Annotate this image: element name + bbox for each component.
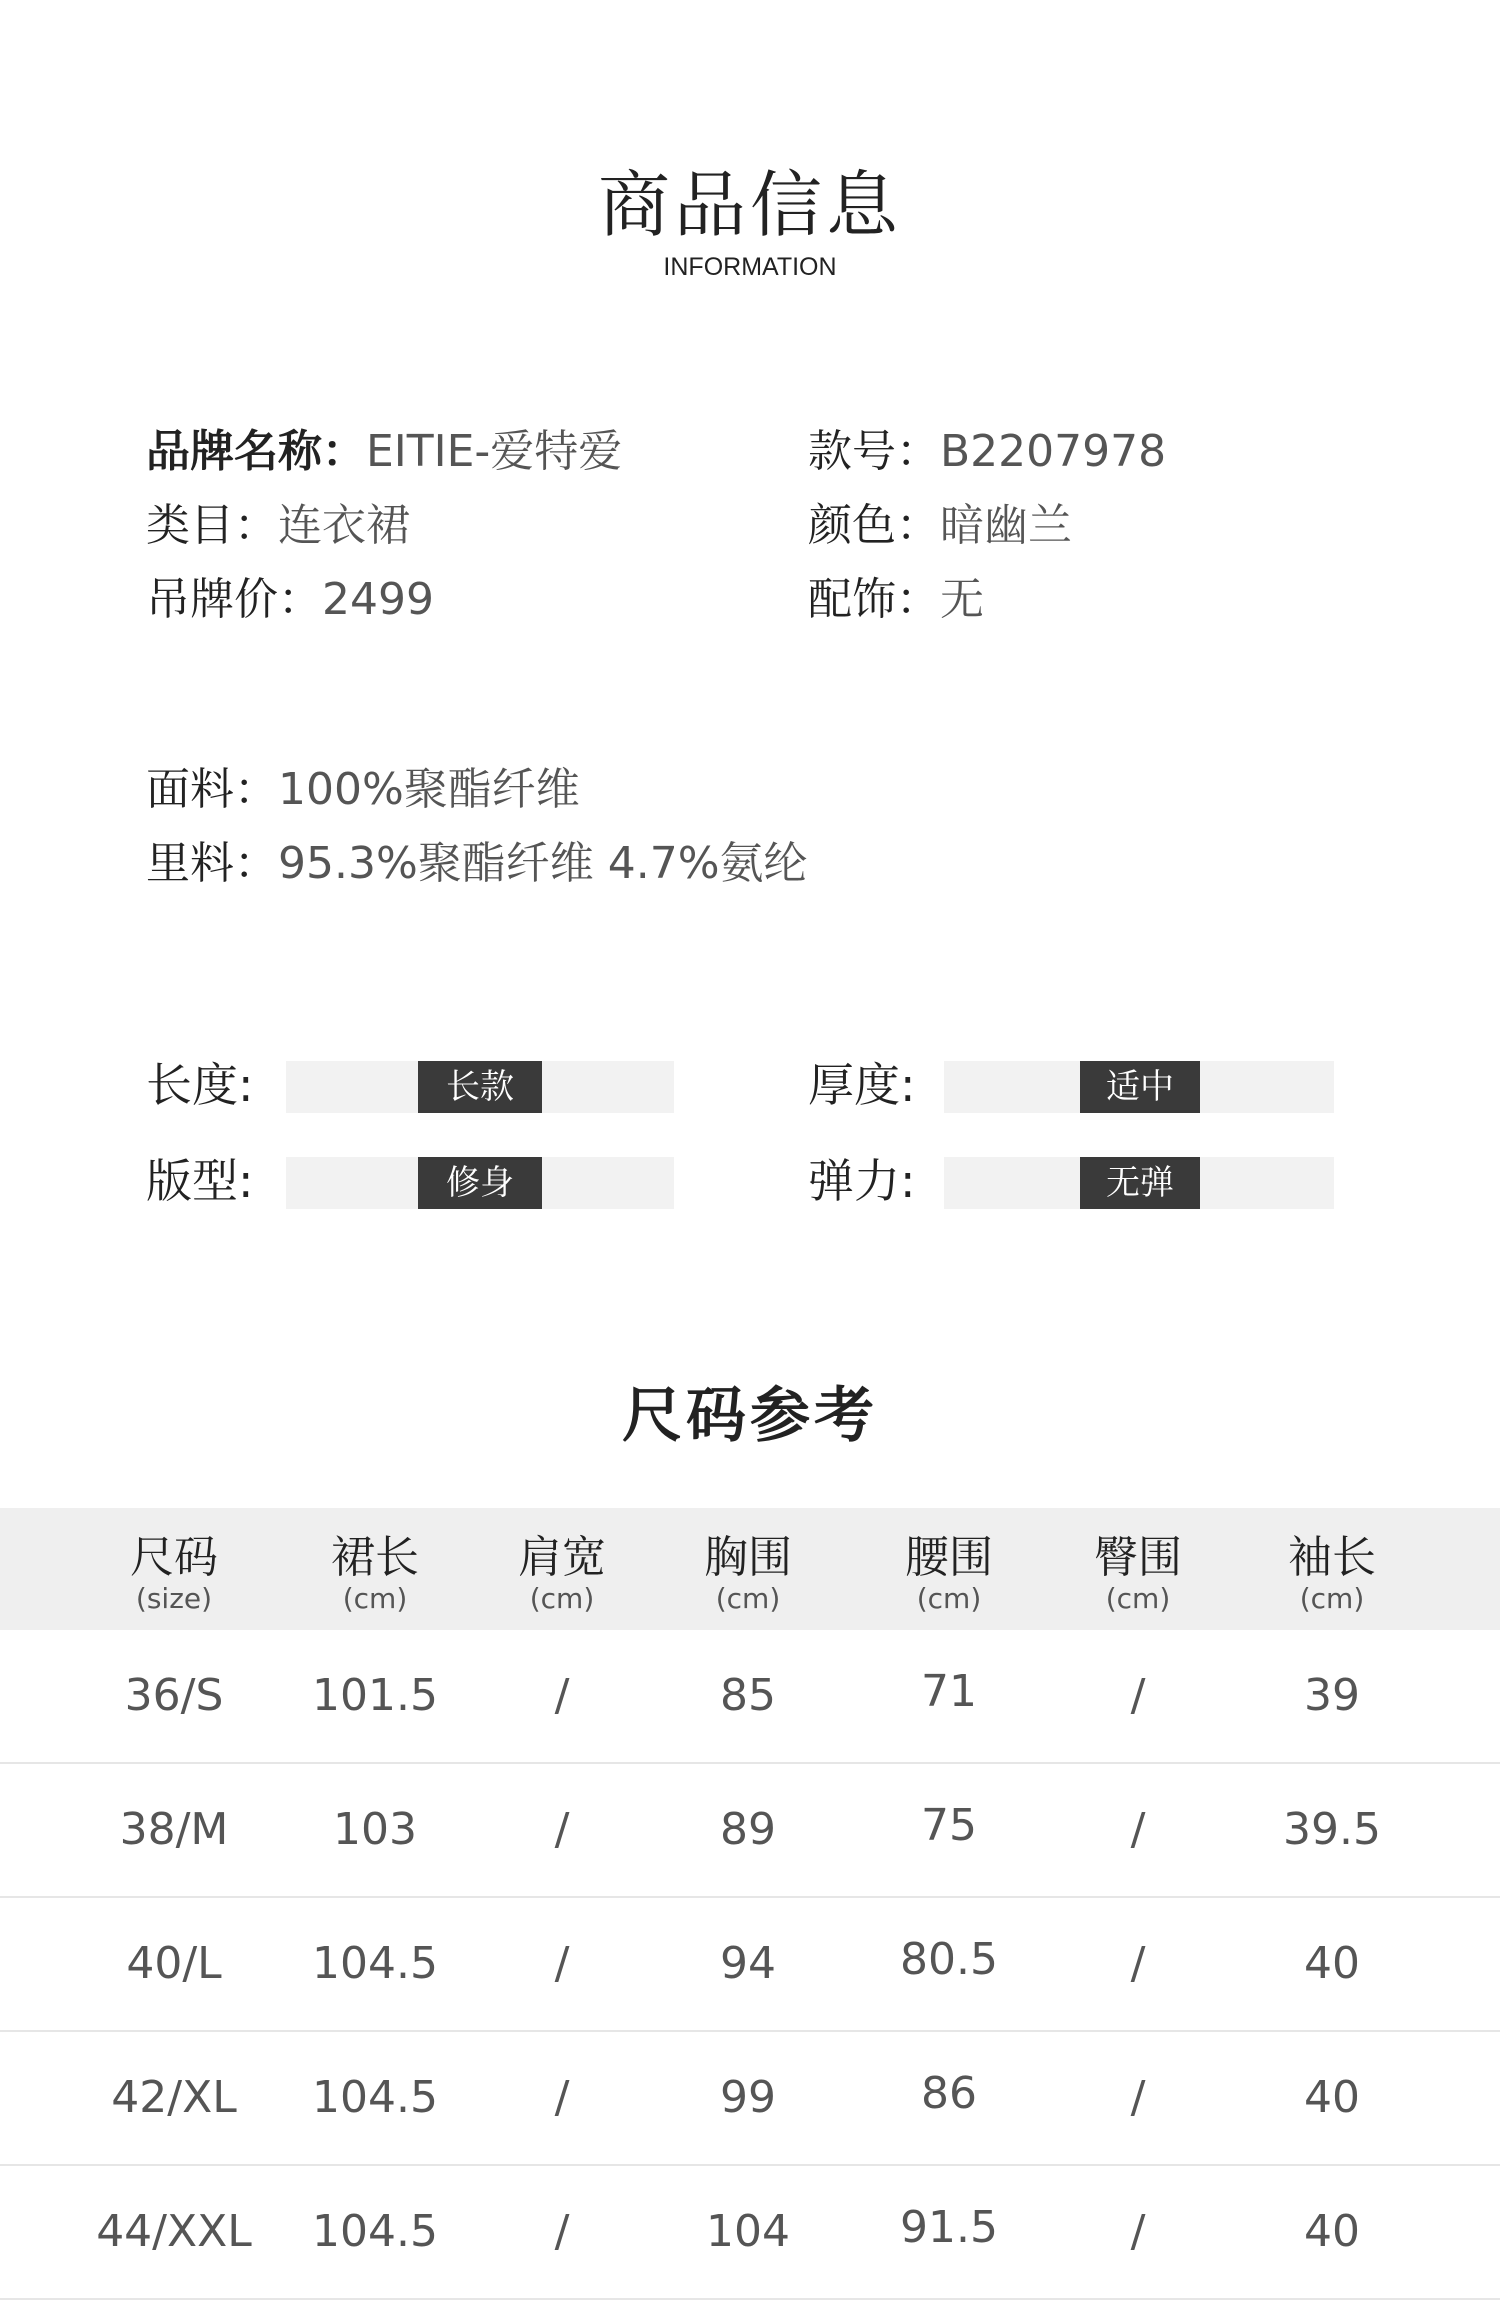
elasticity-value-chip: 无弹 <box>1080 1157 1200 1209</box>
thickness-label: 厚度: <box>808 1058 916 1112</box>
page-subtitle: INFORMATION <box>663 253 837 281</box>
category-row <box>146 496 410 556</box>
category-label: 类目： <box>146 500 278 551</box>
header-sleeve-cn: 袖长 <box>1288 1532 1376 1583</box>
cell-hip: / <box>1130 2072 1146 2123</box>
brand-row <box>146 422 622 482</box>
header-hip <box>1038 1508 1238 1630</box>
cell-shoulder: / <box>554 1670 570 1721</box>
style-no-row <box>808 422 1166 482</box>
size-table-header <box>0 1508 1500 1630</box>
cell-hip: / <box>1130 1938 1146 1989</box>
page-title: 商品信息 <box>597 163 902 247</box>
header-hip-cn: 臀围 <box>1094 1532 1182 1583</box>
cell-waist: 80.5 <box>900 1934 998 1985</box>
header-dress-length-cn: 裙长 <box>331 1532 419 1583</box>
length-scale <box>286 1061 674 1113</box>
cell-bust: 104 <box>706 2206 790 2257</box>
price-label: 吊牌价： <box>146 574 322 625</box>
elasticity-label: 弹力: <box>808 1154 916 1208</box>
style-no-label: 款号： <box>808 426 940 477</box>
brand-value: EITIE-爱特爱 <box>366 426 623 477</box>
cell-dress-length: 101.5 <box>312 1670 438 1721</box>
cell-hip: / <box>1130 1670 1146 1721</box>
accessory-label: 配饰： <box>808 574 940 625</box>
cell-hip: / <box>1130 2206 1146 2257</box>
lining-row <box>146 834 808 894</box>
cell-size: 40/L <box>126 1938 222 1989</box>
cell-sleeve: 40 <box>1304 2206 1360 2257</box>
fabric-row <box>146 760 580 820</box>
lining-label: 里料： <box>146 838 278 889</box>
cell-dress-length: 104.5 <box>312 2072 438 2123</box>
header-sleeve <box>1232 1508 1432 1630</box>
header-dress-length-en: (cm) <box>342 1582 408 1615</box>
color-row <box>808 496 1072 556</box>
cell-shoulder: / <box>554 2206 570 2257</box>
cell-waist: 75 <box>921 1800 977 1851</box>
fit-label: 版型: <box>146 1154 254 1208</box>
header-sleeve-en: (cm) <box>1299 1582 1365 1615</box>
fit-scale <box>286 1157 674 1209</box>
header-bust-en: (cm) <box>715 1582 781 1615</box>
accessory-row <box>808 570 984 630</box>
cell-dress-length: 103 <box>333 1804 417 1855</box>
cell-waist: 71 <box>921 1666 977 1717</box>
cell-size: 44/XXL <box>96 2206 252 2257</box>
table-row <box>0 1630 1500 1764</box>
cell-shoulder: / <box>554 2072 570 2123</box>
price-row <box>146 570 434 630</box>
header-bust <box>648 1508 848 1630</box>
cell-sleeve: 39.5 <box>1283 1804 1381 1855</box>
cell-bust: 99 <box>720 2072 776 2123</box>
thickness-value-chip: 适中 <box>1080 1061 1200 1113</box>
cell-dress-length: 104.5 <box>312 1938 438 1989</box>
header-bust-cn: 胸围 <box>704 1532 792 1583</box>
fit-value-chip: 修身 <box>418 1157 542 1209</box>
cell-size: 38/M <box>119 1804 229 1855</box>
color-label: 颜色： <box>808 500 940 551</box>
header-waist <box>849 1508 1049 1630</box>
category-value: 连衣裙 <box>278 500 410 551</box>
header-waist-en: (cm) <box>916 1582 982 1615</box>
accessory-value: 无 <box>940 574 984 625</box>
cell-bust: 89 <box>720 1804 776 1855</box>
size-table-title: 尺码参考 <box>622 1381 878 1451</box>
header-shoulder-cn: 肩宽 <box>518 1532 606 1583</box>
fabric-label: 面料： <box>146 764 278 815</box>
header-shoulder <box>462 1508 662 1630</box>
header-waist-cn: 腰围 <box>905 1532 993 1583</box>
length-label: 长度: <box>146 1058 254 1112</box>
cell-shoulder: / <box>554 1804 570 1855</box>
cell-hip: / <box>1130 1804 1146 1855</box>
cell-size: 36/S <box>124 1670 224 1721</box>
cell-waist: 86 <box>921 2068 977 2119</box>
header-dress-length <box>275 1508 475 1630</box>
price-value: 2499 <box>322 574 434 625</box>
cell-bust: 94 <box>720 1938 776 1989</box>
header-size <box>74 1508 274 1630</box>
cell-shoulder: / <box>554 1938 570 1989</box>
color-value: 暗幽兰 <box>940 500 1072 551</box>
lining-value: 95.3%聚酯纤维 4.7%氨纶 <box>278 838 808 889</box>
cell-sleeve: 39 <box>1304 1670 1360 1721</box>
cell-sleeve: 40 <box>1304 2072 1360 2123</box>
table-row <box>0 1898 1500 2032</box>
style-no-value: B2207978 <box>940 426 1167 477</box>
cell-bust: 85 <box>720 1670 776 1721</box>
table-row <box>0 2032 1500 2166</box>
table-row <box>0 1764 1500 1898</box>
header-hip-en: (cm) <box>1105 1582 1171 1615</box>
cell-dress-length: 104.5 <box>312 2206 438 2257</box>
cell-sleeve: 40 <box>1304 1938 1360 1989</box>
brand-label: 品牌名称： <box>146 426 366 477</box>
header-size-cn: 尺码 <box>130 1532 218 1583</box>
thickness-scale <box>944 1061 1334 1113</box>
length-value-chip: 长款 <box>418 1061 542 1113</box>
cell-waist: 91.5 <box>900 2202 998 2253</box>
table-row <box>0 2166 1500 2300</box>
cell-size: 42/XL <box>111 2072 237 2123</box>
header-size-en: (size) <box>135 1582 213 1615</box>
fabric-value: 100%聚酯纤维 <box>278 764 580 815</box>
header-shoulder-en: (cm) <box>529 1582 595 1615</box>
elasticity-scale <box>944 1157 1334 1209</box>
